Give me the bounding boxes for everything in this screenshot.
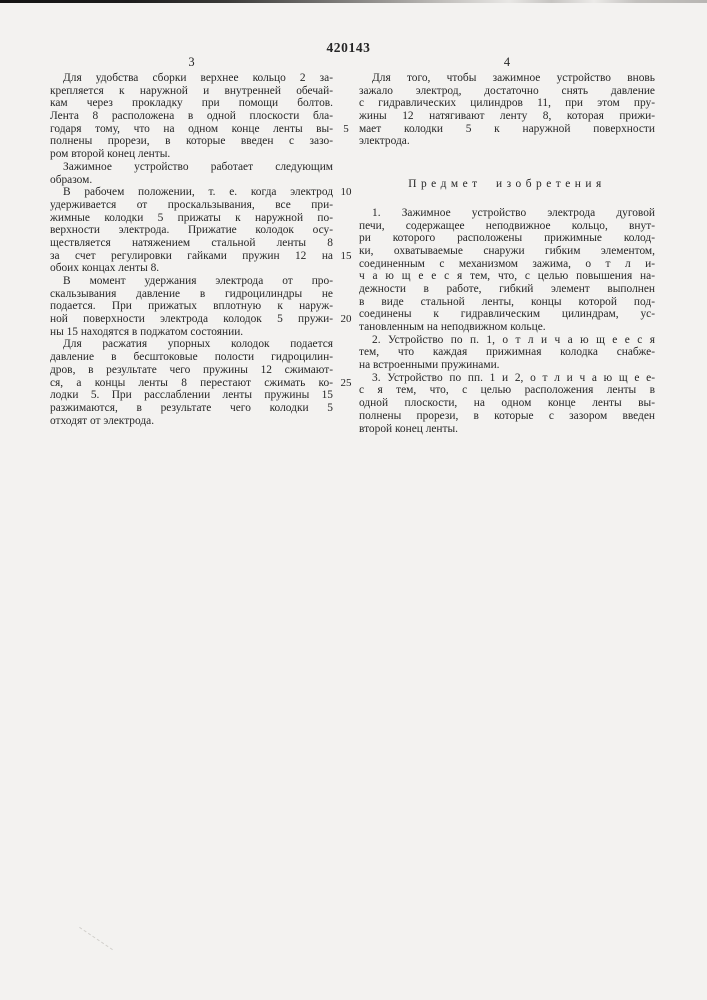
text-line: полнены прорези, в которые введен с зазо- <box>50 135 333 148</box>
scan-artifact-scratch <box>79 927 113 950</box>
text-line: отходят от электрода. <box>50 414 155 427</box>
text-line: Лента 8 расположена в одной плоскости бла- <box>50 110 333 123</box>
text-line: В рабочем положении, т. е. когда электрод <box>63 186 333 199</box>
margin-line-number: 10 <box>340 186 352 199</box>
text-line: в виде стальной ленты, концы которой под- <box>359 295 655 308</box>
text-line: электрода. <box>359 135 410 148</box>
text-line: скальзывания давление в гидроцилиндры не <box>50 287 333 300</box>
text-line: с гидравлических цилиндров 11, при этом пру- <box>359 97 655 110</box>
text-line: ны 15 находятся в поджатом состоянии. <box>50 325 244 338</box>
text-line: ри которого расположены прижимные колод- <box>359 232 655 245</box>
margin-line-number: 25 <box>340 376 352 389</box>
margin-line-number: 15 <box>340 249 352 262</box>
paragraph <box>50 338 333 427</box>
paragraph <box>50 161 333 186</box>
text-line: зажало электрод, достаточно снять давление <box>359 84 655 97</box>
right-text-column <box>359 72 655 435</box>
patent-number: 420143 <box>326 40 371 55</box>
paragraph <box>359 207 655 334</box>
text-line: обоих концах ленты 8. <box>50 262 160 275</box>
text-line: на встроенными пружинами. <box>359 359 500 372</box>
text-line: 1. Зажимное устройство электрода дуговой <box>372 206 655 219</box>
text-line: 3. Устройство по пп. 1 и 2, о т л и ч а ю щ е е- <box>372 371 655 384</box>
paragraph <box>359 334 655 372</box>
margin-line-number: 5 <box>343 122 349 135</box>
margin-line-number: 20 <box>340 313 352 326</box>
text-line: давление в бесштоковые полости гидроцилин- <box>50 351 333 364</box>
line-number-gutter <box>333 72 359 435</box>
section-heading-text: Предмет изобретения <box>408 178 606 191</box>
paragraph <box>359 372 655 435</box>
text-line: образом. <box>50 173 93 186</box>
right-column-page-number: 4 <box>503 55 511 69</box>
text-line: ществляется натяжением стальной ленты 8 <box>50 236 333 249</box>
text-line: с я тем, что, с целью расположения ленты в <box>359 384 655 397</box>
text-line: печи, содержащее неподвижное кольцо, внут- <box>359 219 655 232</box>
text-line: соединенным с механизмом зажима, о т л и- <box>359 257 655 270</box>
text-line: одной плоскости, на одном конце ленты вы- <box>359 397 655 410</box>
text-line: Для того, чтобы зажимное устройство вновь <box>372 72 655 84</box>
text-line: Для расжатия упорных колодок подается <box>63 338 333 351</box>
section-heading <box>359 178 655 191</box>
text-line: крепляется к наружной и внутренней обечай- <box>50 84 333 97</box>
text-line: подается. При прижатых вплотную к наруж- <box>50 300 333 313</box>
paragraph <box>50 186 333 275</box>
text-line: тем, что каждая прижимная колодка снабже- <box>359 346 655 359</box>
text-line: ной поверхности электрода колодок 5 пружи- <box>50 313 333 326</box>
text-line: кам через прокладку при помощи болтов. <box>50 97 333 110</box>
text-columns <box>50 72 655 435</box>
text-line: дежности в работе, гибкий элемент выполнен <box>359 282 655 295</box>
text-line: полнены прорези, в которые с зазором введен <box>359 409 655 422</box>
text-line: жимные колодки 5 прижаты к наружной по- <box>50 211 333 224</box>
text-line: годаря тому, что на одном конце ленты вы- <box>50 122 333 135</box>
text-line: удерживается от проскальзывания, все при- <box>50 198 333 211</box>
scan-artifact-top-edge <box>0 0 707 3</box>
paragraph <box>359 72 655 148</box>
text-line: ром второй конец ленты. <box>50 148 171 161</box>
text-line: мает колодки 5 к наружной поверхности <box>359 122 655 135</box>
text-line: дров, в результате чего пружины 12 сжимают- <box>50 363 333 376</box>
text-line: ч а ю щ е е с я тем, что, с целью повышения на- <box>359 270 655 283</box>
text-line: лодки 5. При расслаблении ленты пружины 15 <box>50 389 333 402</box>
text-line: верхности электрода. Прижатие колодок осу- <box>50 224 333 237</box>
text-line: Зажимное устройство работает следующим <box>63 160 333 173</box>
text-line: разжимаются, в результате чего колодки 5 <box>50 401 333 414</box>
text-line: второй конец ленты. <box>359 422 459 435</box>
left-text-column <box>50 72 333 427</box>
left-column-page-number: 3 <box>188 55 195 69</box>
text-line: тановленным на неподвижном кольце. <box>359 321 546 333</box>
text-line: Для удобства сборки верхнее кольцо 2 за- <box>63 72 333 84</box>
text-line: ки, охватываемые снаружи гибким элементом, <box>359 244 655 257</box>
paragraph <box>50 275 333 338</box>
paragraph <box>50 72 333 161</box>
text-line: ся, а концы ленты 8 перестают сжимать ко- <box>50 376 333 389</box>
text-line: за счет регулировки гайками пружин 12 на <box>50 249 333 262</box>
text-line: 2. Устройство по п. 1, о т л и ч а ю щ е е с я <box>372 333 655 346</box>
text-line: соединены к гидравлическим цилиндрам, ус- <box>359 308 655 321</box>
text-line: В момент удержания электрода от про- <box>63 275 333 287</box>
text-line: жины 12 натягивают ленту 8, которая прижи- <box>359 110 655 123</box>
